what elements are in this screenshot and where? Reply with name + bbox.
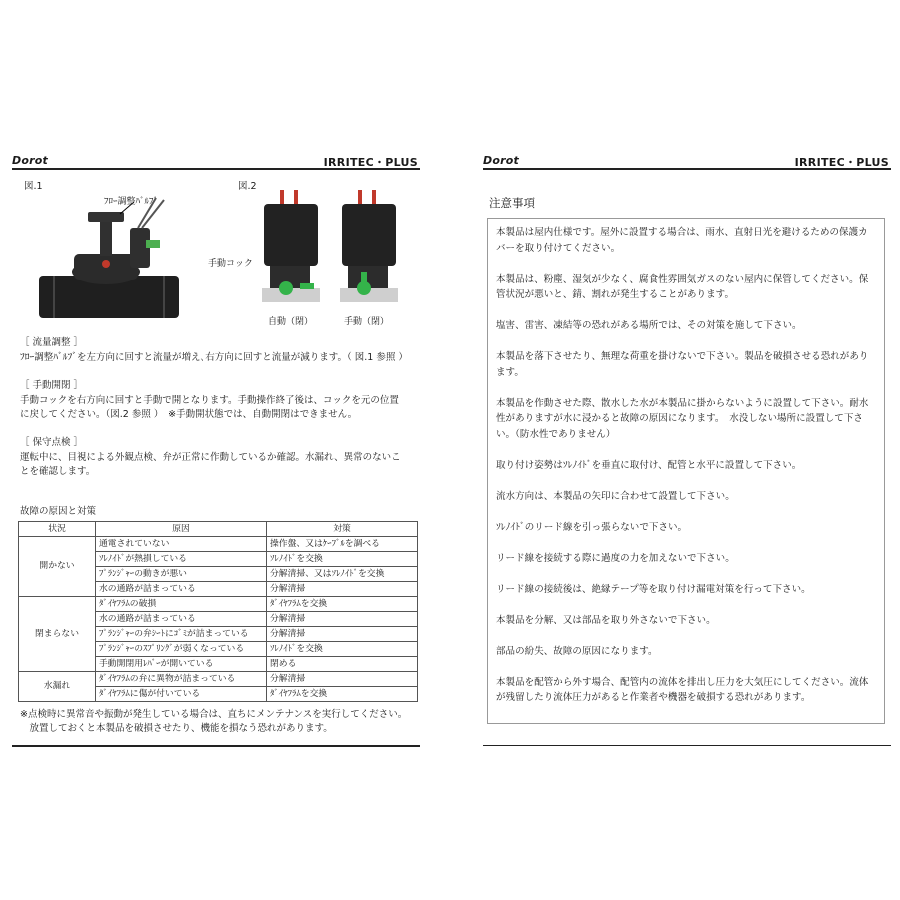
cause-cell: ﾀﾞｲﾔﾌﾗﾑの破損 [96, 597, 267, 612]
right-page [483, 148, 891, 703]
brand-logo: Dorot [483, 154, 519, 167]
caution-item: 流水方向は、本製品の矢印に合わせて設置して下さい。 [496, 490, 735, 502]
cause-cell: ﾀﾞｲﾔﾌﾗﾑの弁に異物が詰まっている [96, 672, 267, 687]
remedy-cell: 分解清掃、又はｿﾚﾉｲﾄﾞを交換 [267, 567, 418, 582]
table-header-row [19, 522, 418, 537]
remedy-cell: 分解清掃 [267, 672, 418, 687]
remedy-cell: 分解清掃 [267, 582, 418, 597]
section-text: に戻してください。（図.2 参照 ） ※手動開状態では、自動開閉はできません。 [20, 409, 358, 420]
remedy-cell: ｿﾚﾉｲﾄﾞを交換 [267, 552, 418, 567]
cause-cell: 水の通路が詰まっている [96, 612, 267, 627]
section-text: ﾌﾛｰ調整ﾊﾞﾙﾌﾞを左方向に回すと流量が増え､右方向に回すと流量が減ります。（ 図.1 参照 ） [20, 351, 408, 363]
footnote-line: ※点検時に異常音や振動が発生している場合は、直ちにメンテナンスを実行してください。 [20, 709, 408, 720]
cause-cell: ｿﾚﾉｲﾄﾞが熱損している [96, 552, 267, 567]
auto-closed-caption: 自動（閉） [268, 317, 314, 327]
valve-illustration [34, 190, 184, 322]
inspection-footnote [20, 708, 424, 736]
table-row [19, 672, 418, 687]
section-text: 手動コックを右方向に回すと手動で開となります。手動操作終了後は、コックを元の位置 [20, 394, 399, 406]
right-page-bottom-rule [483, 745, 891, 746]
manual-open-close-section [20, 379, 420, 423]
status-cell: 開かない [19, 537, 96, 597]
remedy-cell: ﾀﾞｲﾔﾌﾗﾑを交換 [267, 687, 418, 702]
manual-closed-caption: 手動（閉） [344, 317, 390, 327]
section-text: とを確認します。 [20, 466, 96, 477]
header-cause: 原因 [96, 522, 267, 537]
cautions-box [487, 218, 885, 724]
section-text: 運転中に、目視による外観点検、弁が正常に作動しているか確認。水漏れ、異常のないこ [20, 451, 401, 463]
caution-item: 本製品を分解、又は部品を取り外さないで下さい。 [496, 614, 716, 626]
flow-adjust-section [20, 336, 420, 365]
section-title: ［ 手動開閉 ］ [20, 380, 84, 391]
figure-2-label: 図.2 [238, 181, 257, 192]
left-page-bottom-rule [12, 745, 420, 747]
caution-item: 本製品は屋内仕様です。屋外に設置する場合は、雨水、直射日光を避けるための保護カバーを取り付けてください。 [496, 227, 868, 254]
maintenance-section [20, 436, 420, 480]
left-page-header [12, 148, 420, 170]
cause-cell: 手動開閉用ﾚﾊﾞｰが開いている [96, 657, 267, 672]
remedy-cell: 分解清掃 [267, 627, 418, 642]
cautions-title: 注意事項 [489, 196, 535, 210]
solenoid-auto-illustration [256, 190, 326, 310]
flow-valve-callout: ﾌﾛｰ調整ﾊﾞﾙﾌﾞ [104, 197, 159, 207]
fault-table-title: 故障の原因と対策 [20, 506, 97, 517]
cause-cell: ﾀﾞｲﾔﾌﾗﾑに傷が付いている [96, 687, 267, 702]
brand-logo: Dorot [12, 154, 48, 167]
status-cell: 水漏れ [19, 672, 96, 702]
remedy-cell: ﾀﾞｲﾔﾌﾗﾑを交換 [267, 597, 418, 612]
cause-cell: ﾌﾟﾗﾝｼﾞｬｰの弁ｼｰﾄにｺﾞﾐが詰まっている [96, 627, 267, 642]
section-title: ［ 流量調整 ］ [20, 337, 84, 348]
caution-item: 本製品を落下させたり、無理な荷重を掛けないで下さい。製品を破損させる恐れがあります。 [496, 351, 869, 378]
manual-cock-callout: 手動コック [208, 259, 253, 269]
caution-item: リード線を接続する際に過度の力を加えないで下さい。 [496, 552, 735, 564]
cause-cell: ﾌﾟﾗﾝｼﾞｬｰのｽﾌﾟﾘﾝｸﾞが弱くなっている [96, 642, 267, 657]
cause-cell: 水の通路が詰まっている [96, 582, 267, 597]
left-page [12, 148, 420, 734]
table-row [19, 537, 418, 552]
caution-item: 本製品を配管から外す場合、配管内の流体を排出し圧力を大気圧にしてください。流体が残留したり流体圧力があると作業者や機器を破損する恐れがあります。 [496, 676, 869, 703]
caution-item: 塩害、雷害、凍結等の恐れがある場所では、その対策を施して下さい。 [496, 320, 802, 331]
solenoid-manual-illustration [334, 190, 404, 310]
table-row [19, 597, 418, 612]
caution-item: ｿﾚﾉｲﾄﾞのリード線を引っ張らないで下さい。 [496, 521, 688, 533]
caution-item: 本製品を作動させた際、散水した水が本製品に掛からないように設置して下さい。耐水性がありますが水に浸かると故障の原因になります。 水没しない場所に設置して下さい。（防水性でありません） [496, 397, 869, 440]
remedy-cell: 閉める [267, 657, 418, 672]
cause-cell: ﾌﾟﾗﾝｼﾞｬｰの動きが悪い [96, 567, 267, 582]
product-name: IRRITEC・PLUS [794, 156, 889, 169]
footnote-line: 放置しておくと本製品を破損させたり、機能を損なう恐れがあります。 [20, 723, 333, 734]
product-name: IRRITEC・PLUS [323, 156, 418, 169]
remedy-cell: 操作盤、又はｹｰﾌﾞﾙを調べる [267, 537, 418, 552]
cause-cell: 通電されていない [96, 537, 267, 552]
right-page-header [483, 148, 891, 170]
section-title: ［ 保守点検 ］ [20, 437, 84, 448]
figure-1-label: 図.1 [24, 181, 43, 192]
remedy-cell: 分解清掃 [267, 612, 418, 627]
caution-item: 取り付け姿勢はｿﾚﾉｲﾄﾞを垂直に取付け、配管と水平に設置して下さい。 [496, 459, 802, 471]
header-remedy: 対策 [267, 522, 418, 537]
caution-item: 部品の紛失、故障の原因になります。 [496, 645, 658, 657]
status-cell: 閉まらない [19, 597, 96, 672]
remedy-cell: ｿﾚﾉｲﾄﾞを交換 [267, 642, 418, 657]
fault-table [18, 521, 418, 702]
header-status: 状況 [19, 522, 96, 537]
caution-item: リード線の接続後は、絶縁テープ等を取り付け漏電対策を行って下さい。 [496, 583, 811, 595]
caution-item: 本製品は、粉塵、湿気が少なく、腐食性雰囲気ガスのない屋内に保管してください。保管状況が悪いと、錆、割れが発生することがあります。 [496, 273, 869, 300]
